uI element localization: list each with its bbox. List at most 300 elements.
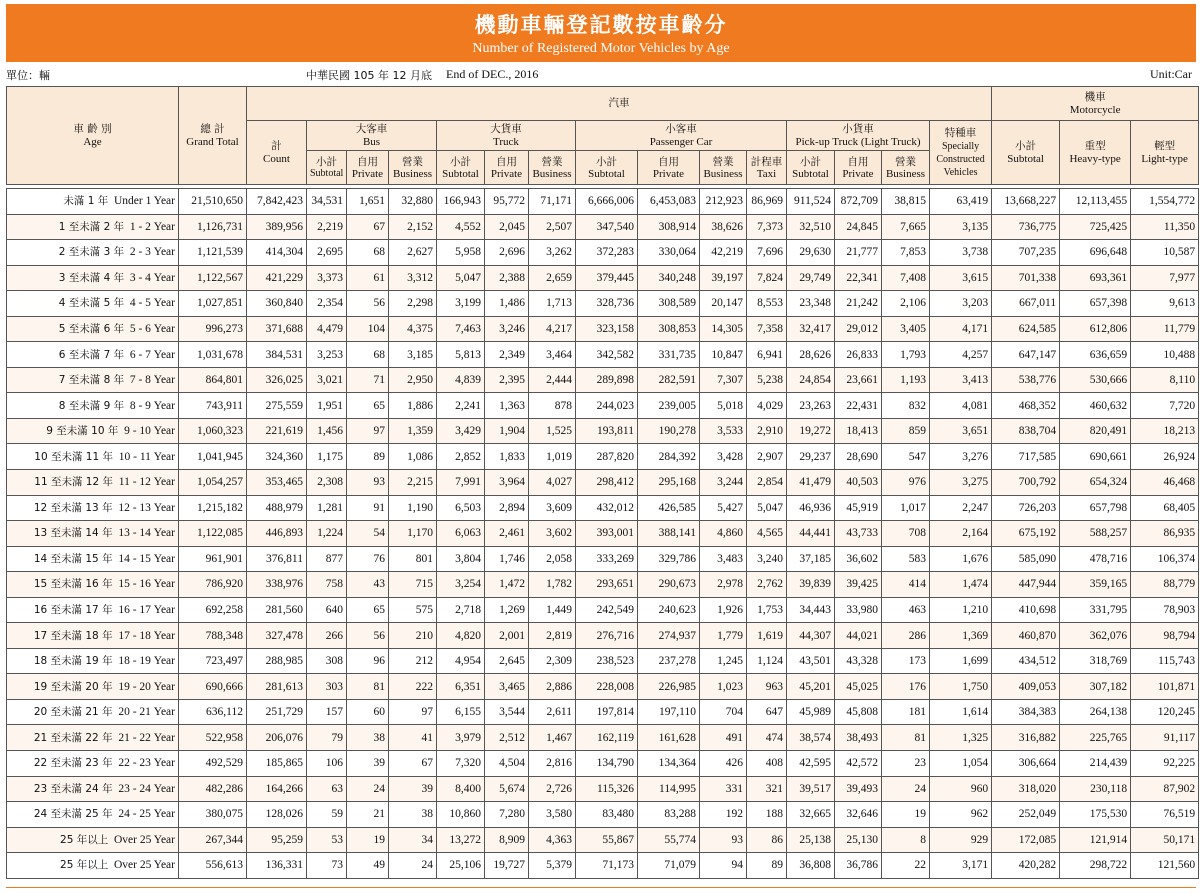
col-pickup-subtotal: 小計 Subtotal [787, 151, 835, 185]
value-cell: 316,882 [992, 725, 1060, 751]
value-cell: 384,531 [247, 342, 307, 368]
value-cell: 1,359 [389, 418, 437, 444]
value-cell: 10,587 [1131, 240, 1199, 266]
value-cell: 25,138 [787, 827, 835, 853]
value-cell: 872,709 [835, 189, 882, 215]
value-cell: 432,012 [576, 495, 638, 521]
value-cell: 190,278 [638, 418, 700, 444]
value-cell: 1,782 [529, 572, 576, 598]
value-cell: 3,185 [389, 342, 437, 368]
value-cell: 101,871 [1131, 674, 1199, 700]
value-cell: 3,464 [529, 342, 576, 368]
value-cell: 290,673 [638, 572, 700, 598]
value-cell: 3,135 [930, 214, 992, 240]
value-cell: 228,008 [576, 674, 638, 700]
value-cell: 7,977 [1131, 265, 1199, 291]
value-cell: 197,814 [576, 699, 638, 725]
value-cell: 172,085 [992, 827, 1060, 853]
value-cell: 362,076 [1060, 623, 1131, 649]
value-cell: 24 [347, 776, 389, 802]
value-cell: 1,031,678 [179, 342, 247, 368]
value-cell: 3,533 [700, 418, 747, 444]
value-cell: 1,699 [930, 648, 992, 674]
age-cell: 15 至未滿 16 年 15 - 16 Year [7, 572, 179, 598]
title-en: Number of Registered Motor Vehicles by Age [472, 41, 730, 56]
value-cell: 56 [347, 291, 389, 317]
value-cell: 911,524 [787, 189, 835, 215]
value-cell: 2,354 [307, 291, 347, 317]
value-cell: 326,025 [247, 367, 307, 393]
value-cell: 700,792 [992, 470, 1060, 496]
value-cell: 24,845 [835, 214, 882, 240]
title-banner [6, 4, 1196, 62]
value-cell: 86,969 [747, 189, 787, 215]
value-cell: 55,774 [638, 827, 700, 853]
value-cell: 21 [347, 802, 389, 828]
value-cell: 640 [307, 597, 347, 623]
value-cell: 1,122,567 [179, 265, 247, 291]
value-cell: 8,400 [437, 776, 485, 802]
value-cell: 2,058 [529, 546, 576, 572]
value-cell: 1,269 [485, 597, 529, 623]
value-cell: 530,666 [1060, 367, 1131, 393]
value-cell: 295,168 [638, 470, 700, 496]
value-cell: 91,117 [1131, 725, 1199, 751]
value-cell: 7,720 [1131, 393, 1199, 419]
col-count: 計 Count [247, 121, 307, 185]
table-row [7, 418, 1199, 444]
value-cell: 929 [930, 827, 992, 853]
value-cell: 36,786 [835, 853, 882, 879]
value-cell: 1,019 [529, 444, 576, 470]
value-cell: 585,090 [992, 546, 1060, 572]
table-row [7, 802, 1199, 828]
value-cell: 786,920 [179, 572, 247, 598]
value-cell: 788,348 [179, 623, 247, 649]
value-cell: 38,493 [835, 725, 882, 751]
value-cell: 3,544 [485, 699, 529, 725]
value-cell: 725,425 [1060, 214, 1131, 240]
value-cell: 2,627 [389, 240, 437, 266]
value-cell: 42,595 [787, 751, 835, 777]
col-grand-total: 總 計 Grand Total [179, 87, 247, 185]
age-cell: 25 年以上 Over 25 Year [7, 853, 179, 879]
value-cell: 421,229 [247, 265, 307, 291]
value-cell: 1,215,182 [179, 495, 247, 521]
table-row [7, 470, 1199, 496]
value-cell: 420,282 [992, 853, 1060, 879]
value-cell: 39,493 [835, 776, 882, 802]
value-cell: 4,375 [389, 316, 437, 342]
value-cell: 3,276 [930, 444, 992, 470]
value-cell: 3,262 [529, 240, 576, 266]
value-cell: 7,824 [747, 265, 787, 291]
value-cell: 44,307 [787, 623, 835, 649]
date-en: End of DEC., 2016 [446, 67, 539, 81]
value-cell: 1,126,731 [179, 214, 247, 240]
age-cell: 20 至未滿 21 年 20 - 21 Year [7, 699, 179, 725]
table-row [7, 699, 1199, 725]
value-cell: 23 [882, 751, 930, 777]
value-cell: 307,182 [1060, 674, 1131, 700]
value-cell: 221,619 [247, 418, 307, 444]
value-cell: 21,242 [835, 291, 882, 317]
value-cell: 10,488 [1131, 342, 1199, 368]
value-cell: 97 [389, 699, 437, 725]
value-cell: 1,676 [930, 546, 992, 572]
value-cell: 274,937 [638, 623, 700, 649]
value-cell: 2,512 [485, 725, 529, 751]
col-heavy: 重型 Heavy-type [1060, 121, 1131, 185]
value-cell: 25,130 [835, 827, 882, 853]
value-cell: 2,907 [747, 444, 787, 470]
value-cell: 1,369 [930, 623, 992, 649]
value-cell: 5,958 [437, 240, 485, 266]
value-cell: 73 [307, 853, 347, 879]
value-cell: 4,820 [437, 623, 485, 649]
value-cell: 1,041,945 [179, 444, 247, 470]
value-cell: 60 [347, 699, 389, 725]
value-cell: 275,559 [247, 393, 307, 419]
value-cell: 1,472 [485, 572, 529, 598]
value-cell: 3,429 [437, 418, 485, 444]
value-cell: 2,695 [307, 240, 347, 266]
value-cell: 1,951 [307, 393, 347, 419]
col-truck-private: 自用 Private [485, 151, 529, 185]
value-cell: 877 [307, 546, 347, 572]
value-cell: 45,025 [835, 674, 882, 700]
value-cell: 49 [347, 853, 389, 879]
value-cell: 65 [347, 597, 389, 623]
value-cell: 38 [347, 725, 389, 751]
value-cell: 181 [882, 699, 930, 725]
value-cell: 5,674 [485, 776, 529, 802]
value-cell: 24 [882, 776, 930, 802]
value-cell: 43,501 [787, 648, 835, 674]
value-cell: 298,722 [1060, 853, 1131, 879]
value-cell: 1,474 [930, 572, 992, 598]
value-cell: 45,201 [787, 674, 835, 700]
value-cell: 19,727 [485, 853, 529, 879]
value-cell: 32,510 [787, 214, 835, 240]
value-cell: 4,479 [307, 316, 347, 342]
value-cell: 327,478 [247, 623, 307, 649]
value-cell: 34,443 [787, 597, 835, 623]
value-cell: 106 [307, 751, 347, 777]
table-row [7, 265, 1199, 291]
value-cell: 468,352 [992, 393, 1060, 419]
value-cell: 2,910 [747, 418, 787, 444]
value-cell: 244,023 [576, 393, 638, 419]
value-cell: 2,696 [485, 240, 529, 266]
table-row [7, 546, 1199, 572]
value-cell: 3,254 [437, 572, 485, 598]
value-cell: 18,413 [835, 418, 882, 444]
age-cell: 12 至未滿 13 年 12 - 13 Year [7, 495, 179, 521]
value-cell: 14,305 [700, 316, 747, 342]
value-cell: 26,833 [835, 342, 882, 368]
value-cell: 2,819 [529, 623, 576, 649]
value-cell: 193,811 [576, 418, 638, 444]
value-cell: 2,762 [747, 572, 787, 598]
value-cell: 7,307 [700, 367, 747, 393]
value-cell: 281,560 [247, 597, 307, 623]
value-cell: 192 [700, 802, 747, 828]
value-cell: 2,395 [485, 367, 529, 393]
value-cell: 276,716 [576, 623, 638, 649]
col-truck-business: 營業 Business [529, 151, 576, 185]
table-row [7, 572, 1199, 598]
value-cell: 308 [307, 648, 347, 674]
value-cell: 2,854 [747, 470, 787, 496]
value-cell: 55,867 [576, 827, 638, 853]
value-cell: 8,553 [747, 291, 787, 317]
value-cell: 2,978 [700, 572, 747, 598]
age-cell: 7 至未滿 8 年 7 - 8 Year [7, 367, 179, 393]
value-cell: 5,379 [529, 853, 576, 879]
value-cell: 801 [389, 546, 437, 572]
value-cell: 267,344 [179, 827, 247, 853]
value-cell: 2,645 [485, 648, 529, 674]
value-cell: 96 [347, 648, 389, 674]
value-cell: 6,155 [437, 699, 485, 725]
col-pc-private: 自用 Private [638, 151, 700, 185]
value-cell: 54 [347, 521, 389, 547]
value-cell: 4,839 [437, 367, 485, 393]
value-cell: 359,165 [1060, 572, 1131, 598]
value-cell: 32,646 [835, 802, 882, 828]
value-cell: 222 [389, 674, 437, 700]
value-cell: 1,175 [307, 444, 347, 470]
value-cell: 547 [882, 444, 930, 470]
value-cell: 3,021 [307, 367, 347, 393]
value-cell: 19 [347, 827, 389, 853]
value-cell: 39,425 [835, 572, 882, 598]
value-cell: 3,244 [700, 470, 747, 496]
value-cell: 6,453,083 [638, 189, 700, 215]
value-cell: 237,278 [638, 648, 700, 674]
value-cell: 95,772 [485, 189, 529, 215]
age-cell: 14 至未滿 15 年 14 - 15 Year [7, 546, 179, 572]
value-cell: 308,914 [638, 214, 700, 240]
value-cell: 33,980 [835, 597, 882, 623]
value-cell: 134,364 [638, 751, 700, 777]
value-cell: 414 [882, 572, 930, 598]
value-cell: 3,804 [437, 546, 485, 572]
value-cell: 692,258 [179, 597, 247, 623]
value-cell: 206,076 [247, 725, 307, 751]
value-cell: 4,029 [747, 393, 787, 419]
value-cell: 76,519 [1131, 802, 1199, 828]
value-cell: 71,173 [576, 853, 638, 879]
value-cell: 25,106 [437, 853, 485, 879]
value-cell: 5,238 [747, 367, 787, 393]
value-cell: 79 [307, 725, 347, 751]
value-cell: 690,661 [1060, 444, 1131, 470]
value-cell: 3,483 [700, 546, 747, 572]
value-cell: 225,765 [1060, 725, 1131, 751]
age-cell: 19 至未滿 20 年 19 - 20 Year [7, 674, 179, 700]
value-cell: 83,288 [638, 802, 700, 828]
value-cell: 474 [747, 725, 787, 751]
value-cell: 7,320 [437, 751, 485, 777]
value-cell: 4,363 [529, 827, 576, 853]
age-cell: 18 至未滿 19 年 18 - 19 Year [7, 648, 179, 674]
value-cell: 83,480 [576, 802, 638, 828]
col-pickup-private: 自用 Private [835, 151, 882, 185]
table-body [7, 185, 1199, 879]
value-cell: 106,374 [1131, 546, 1199, 572]
value-cell: 1,363 [485, 393, 529, 419]
value-cell: 7,373 [747, 214, 787, 240]
value-cell: 308,589 [638, 291, 700, 317]
value-cell: 212 [389, 648, 437, 674]
value-cell: 121,914 [1060, 827, 1131, 853]
value-cell: 289,898 [576, 367, 638, 393]
value-cell: 1,614 [930, 699, 992, 725]
value-cell: 960 [930, 776, 992, 802]
value-cell: 68 [347, 240, 389, 266]
value-cell: 43,328 [835, 648, 882, 674]
value-cell: 93 [700, 827, 747, 853]
value-cell: 39,517 [787, 776, 835, 802]
value-cell: 329,786 [638, 546, 700, 572]
value-cell: 9,613 [1131, 291, 1199, 317]
value-cell: 4,954 [437, 648, 485, 674]
value-cell: 3,203 [930, 291, 992, 317]
value-cell: 2,152 [389, 214, 437, 240]
value-cell: 239,005 [638, 393, 700, 419]
value-cell: 212,923 [700, 189, 747, 215]
value-cell: 704 [700, 699, 747, 725]
value-cell: 384,383 [992, 699, 1060, 725]
col-bus-business: 營業 Business [389, 151, 437, 185]
value-cell: 53 [307, 827, 347, 853]
value-cell: 104 [347, 316, 389, 342]
table-row [7, 853, 1199, 879]
value-cell: 13,272 [437, 827, 485, 853]
table-row [7, 648, 1199, 674]
value-cell: 820,491 [1060, 418, 1131, 444]
value-cell: 287,820 [576, 444, 638, 470]
value-cell: 1,054,257 [179, 470, 247, 496]
value-cell: 1,027,851 [179, 291, 247, 317]
value-cell: 1,017 [882, 495, 930, 521]
value-cell: 50,171 [1131, 827, 1199, 853]
value-cell: 1,486 [485, 291, 529, 317]
col-truck: 大貨車 Truck [437, 121, 576, 151]
value-cell: 288,985 [247, 648, 307, 674]
value-cell: 3,240 [747, 546, 787, 572]
value-cell: 3,615 [930, 265, 992, 291]
value-cell: 115,326 [576, 776, 638, 802]
value-cell: 2,507 [529, 214, 576, 240]
value-cell: 318,769 [1060, 648, 1131, 674]
value-cell: 556,613 [179, 853, 247, 879]
age-cell: 3 至未滿 4 年 3 - 4 Year [7, 265, 179, 291]
value-cell: 491 [700, 725, 747, 751]
value-cell: 86,935 [1131, 521, 1199, 547]
value-cell: 2,388 [485, 265, 529, 291]
value-cell: 647 [747, 699, 787, 725]
table-row [7, 291, 1199, 317]
value-cell: 29,630 [787, 240, 835, 266]
value-cell: 134,790 [576, 751, 638, 777]
vehicle-age-table [6, 86, 1199, 879]
age-cell: 24 至未滿 25 年 24 - 25 Year [7, 802, 179, 828]
value-cell: 266 [307, 623, 347, 649]
value-cell: 210 [389, 623, 437, 649]
value-cell: 23,661 [835, 367, 882, 393]
value-cell: 2,816 [529, 751, 576, 777]
value-cell: 447,944 [992, 572, 1060, 598]
value-cell: 482,286 [179, 776, 247, 802]
value-cell: 29,749 [787, 265, 835, 291]
value-cell: 3,246 [485, 316, 529, 342]
value-cell: 318,020 [992, 776, 1060, 802]
value-cell: 2,444 [529, 367, 576, 393]
value-cell: 5,018 [700, 393, 747, 419]
value-cell: 409,053 [992, 674, 1060, 700]
value-cell: 5,427 [700, 495, 747, 521]
value-cell: 13,668,227 [992, 189, 1060, 215]
value-cell: 12,113,455 [1060, 189, 1131, 215]
value-cell: 3,199 [437, 291, 485, 317]
value-cell: 612,806 [1060, 316, 1131, 342]
value-cell: 43 [347, 572, 389, 598]
value-cell: 188 [747, 802, 787, 828]
value-cell: 93 [347, 470, 389, 496]
value-cell: 389,956 [247, 214, 307, 240]
value-cell: 675,192 [992, 521, 1060, 547]
col-pickup-business: 營業 Business [882, 151, 930, 185]
value-cell: 463 [882, 597, 930, 623]
col-moto-subtotal: 小計 Subtotal [992, 121, 1060, 185]
value-cell: 38,574 [787, 725, 835, 751]
value-cell: 388,141 [638, 521, 700, 547]
value-cell: 29,012 [835, 316, 882, 342]
col-bus: 大客車 Bus [307, 121, 437, 151]
value-cell: 859 [882, 418, 930, 444]
value-cell: 414,304 [247, 240, 307, 266]
value-cell: 19 [882, 802, 930, 828]
value-cell: 81 [882, 725, 930, 751]
value-cell: 380,075 [179, 802, 247, 828]
value-cell: 717,585 [992, 444, 1060, 470]
value-cell: 4,860 [700, 521, 747, 547]
value-cell: 522,958 [179, 725, 247, 751]
value-cell: 3,738 [930, 240, 992, 266]
table-row [7, 827, 1199, 853]
value-cell: 3,405 [882, 316, 930, 342]
value-cell: 4,171 [930, 316, 992, 342]
value-cell: 8,110 [1131, 367, 1199, 393]
age-cell: 1 至未滿 2 年 1 - 2 Year [7, 214, 179, 240]
value-cell: 44,441 [787, 521, 835, 547]
value-cell: 707,235 [992, 240, 1060, 266]
value-cell: 284,392 [638, 444, 700, 470]
value-cell: 19,272 [787, 418, 835, 444]
value-cell: 251,729 [247, 699, 307, 725]
value-cell: 996,273 [179, 316, 247, 342]
value-cell: 723,497 [179, 648, 247, 674]
value-cell: 7,991 [437, 470, 485, 496]
value-cell: 3,580 [529, 802, 576, 828]
value-cell: 347,540 [576, 214, 638, 240]
value-cell: 38 [389, 802, 437, 828]
value-cell: 3,373 [307, 265, 347, 291]
value-cell: 65 [347, 393, 389, 419]
